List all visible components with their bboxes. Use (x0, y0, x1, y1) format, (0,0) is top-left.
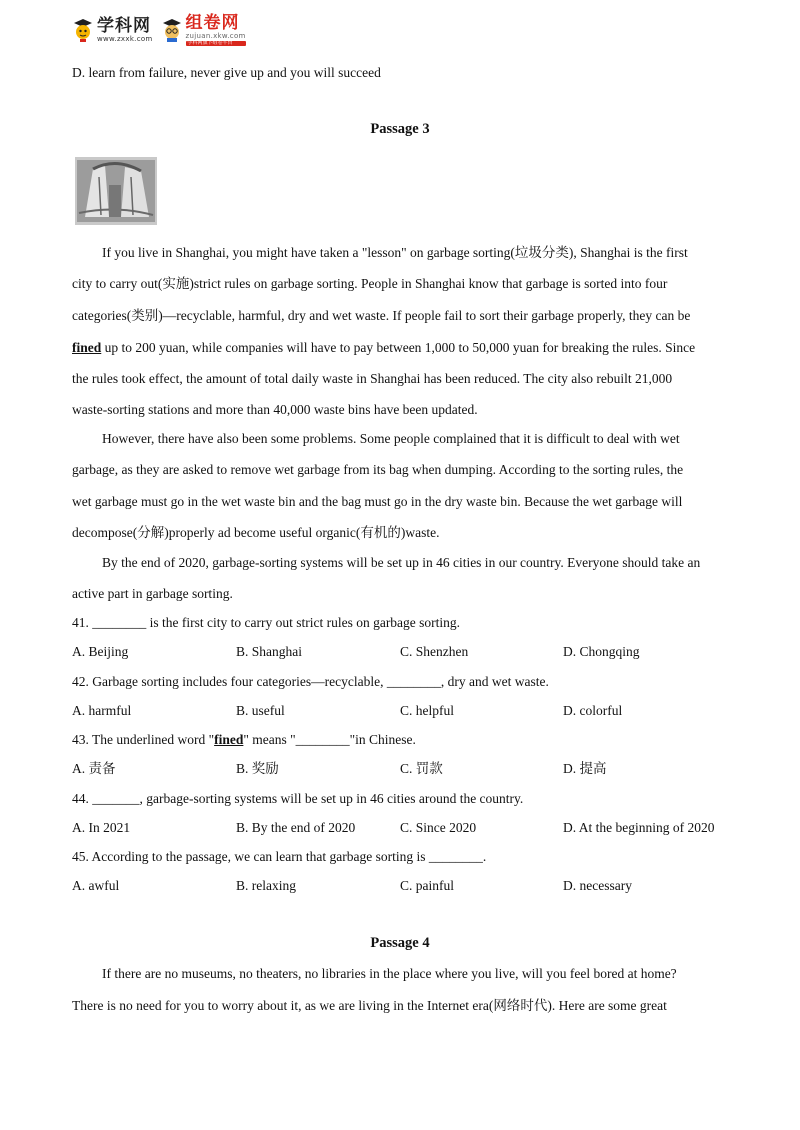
zujuan-logo[interactable] (161, 12, 246, 46)
passage-3-photo (75, 157, 157, 225)
option-a[interactable]: A. In 2021 (72, 820, 131, 835)
option-d[interactable]: D. necessary (563, 878, 632, 893)
zujuan-tag: 学科网旗下组卷平台 (186, 41, 246, 46)
option-d[interactable]: D. colorful (563, 703, 623, 718)
option-c[interactable]: C. painful (400, 878, 454, 893)
question-42-options (72, 702, 752, 720)
question-43-pre: 43. The underlined word " (72, 732, 215, 747)
underlined-word: fined (72, 340, 102, 355)
option-a[interactable]: A. 责备 (72, 761, 116, 776)
mascot-icon (72, 17, 94, 43)
option-d[interactable]: D. 提高 (563, 761, 607, 776)
zxxk-url: www.zxxk.com (97, 34, 153, 43)
option-c[interactable]: C. Since 2020 (400, 820, 477, 835)
option-c[interactable]: C. Shenzhen (400, 644, 469, 659)
option-a[interactable]: A. Beijing (72, 644, 129, 659)
passage-4-title: Passage 4 (370, 935, 430, 951)
passage-3-line-text: up to 200 yuan, while companies will have to pay between 1,000 to 50,000 yuan for breaking the rules. Since (104, 340, 696, 355)
header-logos (72, 12, 246, 48)
question-41-options (72, 643, 752, 661)
question-41: 41. ________ is the first city to carry out strict rules on garbage sorting. (72, 615, 461, 630)
passage-3-line: categories(类别)—recyclable, harmful, dry and wet waste. If people fail to sort their garbage properly, they can be (72, 308, 691, 323)
passage-3-title: Passage 3 (370, 121, 430, 137)
zujuan-url: zujuan.xkw.com (185, 31, 246, 40)
passage-4-line: If there are no museums, no theaters, no libraries in the place where you live, will you feel bored at home? (102, 966, 677, 981)
question-44-options (72, 819, 752, 837)
question-43 (72, 731, 416, 749)
passage-3-line: wet garbage must go in the wet waste bin and the bag must go in the dry waste bin. Because the wet garbage will (72, 494, 683, 509)
underlined-word: fined (214, 732, 244, 747)
passage-3-line: active part in garbage sorting. (72, 586, 233, 601)
passage-4-line: There is no need for you to worry about it, as we are living in the Internet era(网络时代). Here are some great (72, 998, 667, 1013)
passage-3-line: waste-sorting stations and more than 40,000 waste bins have been updated. (72, 402, 478, 417)
question-42: 42. Garbage sorting includes four categories—recyclable, ________, dry and wet waste. (72, 674, 549, 689)
passage-3-line: If you live in Shanghai, you might have taken a "lesson" on garbage sorting(垃圾分类), Shanghai is the first (102, 245, 688, 260)
zujuan-name: 组卷网 (185, 12, 240, 33)
question-45: 45. According to the passage, we can learn that garbage sorting is ________. (72, 849, 487, 864)
option-d[interactable]: D. Chongqing (563, 644, 640, 659)
passage-3-line: the rules took effect, the amount of total daily waste in Shanghai has been reduced. The city also rebuilt 21,000 (72, 371, 673, 386)
option-b[interactable]: B. useful (236, 703, 285, 718)
option-b[interactable]: B. relaxing (236, 878, 296, 893)
option-d[interactable]: D. At the beginning of 2020 (563, 820, 715, 835)
option-c[interactable]: C. helpful (400, 703, 454, 718)
passage-3-line: However, there have also been some problems. Some people complained that it is difficult to deal with wet (102, 431, 680, 446)
mascot-icon (161, 17, 183, 43)
option-c[interactable]: C. 罚款 (400, 761, 443, 776)
question-44: 44. _______, garbage-sorting systems will be set up in 46 cities around the country. (72, 791, 524, 806)
option-a[interactable]: A. harmful (72, 703, 132, 718)
passage-3-line: By the end of 2020, garbage-sorting systems will be set up in 46 cities in our country. Everyone should take an (102, 555, 701, 570)
option-b[interactable]: B. By the end of 2020 (236, 820, 356, 835)
passage-3-line: garbage, as they are asked to remove wet garbage from its bag when dumping. According to the sorting rules, the (72, 462, 684, 477)
question-43-options (72, 760, 752, 778)
option-a[interactable]: A. awful (72, 878, 120, 893)
zxxk-logo[interactable] (72, 17, 153, 43)
option-b[interactable]: B. 奖励 (236, 761, 279, 776)
passage-3-line: city to carry out(实施)strict rules on garbage sorting. People in Shanghai know that garbage is sorted into four (72, 276, 668, 291)
option-b[interactable]: B. Shanghai (236, 644, 302, 659)
previous-answer-option: D. learn from failure, never give up and you will succeed (72, 65, 381, 80)
question-43-post: " means "________"in Chinese. (243, 732, 416, 747)
passage-3-line (72, 339, 695, 357)
zxxk-name: 学科网 (97, 15, 151, 36)
question-45-options (72, 877, 752, 895)
passage-3-line: decompose(分解)properly ad become useful organic(有机的)waste. (72, 525, 440, 540)
